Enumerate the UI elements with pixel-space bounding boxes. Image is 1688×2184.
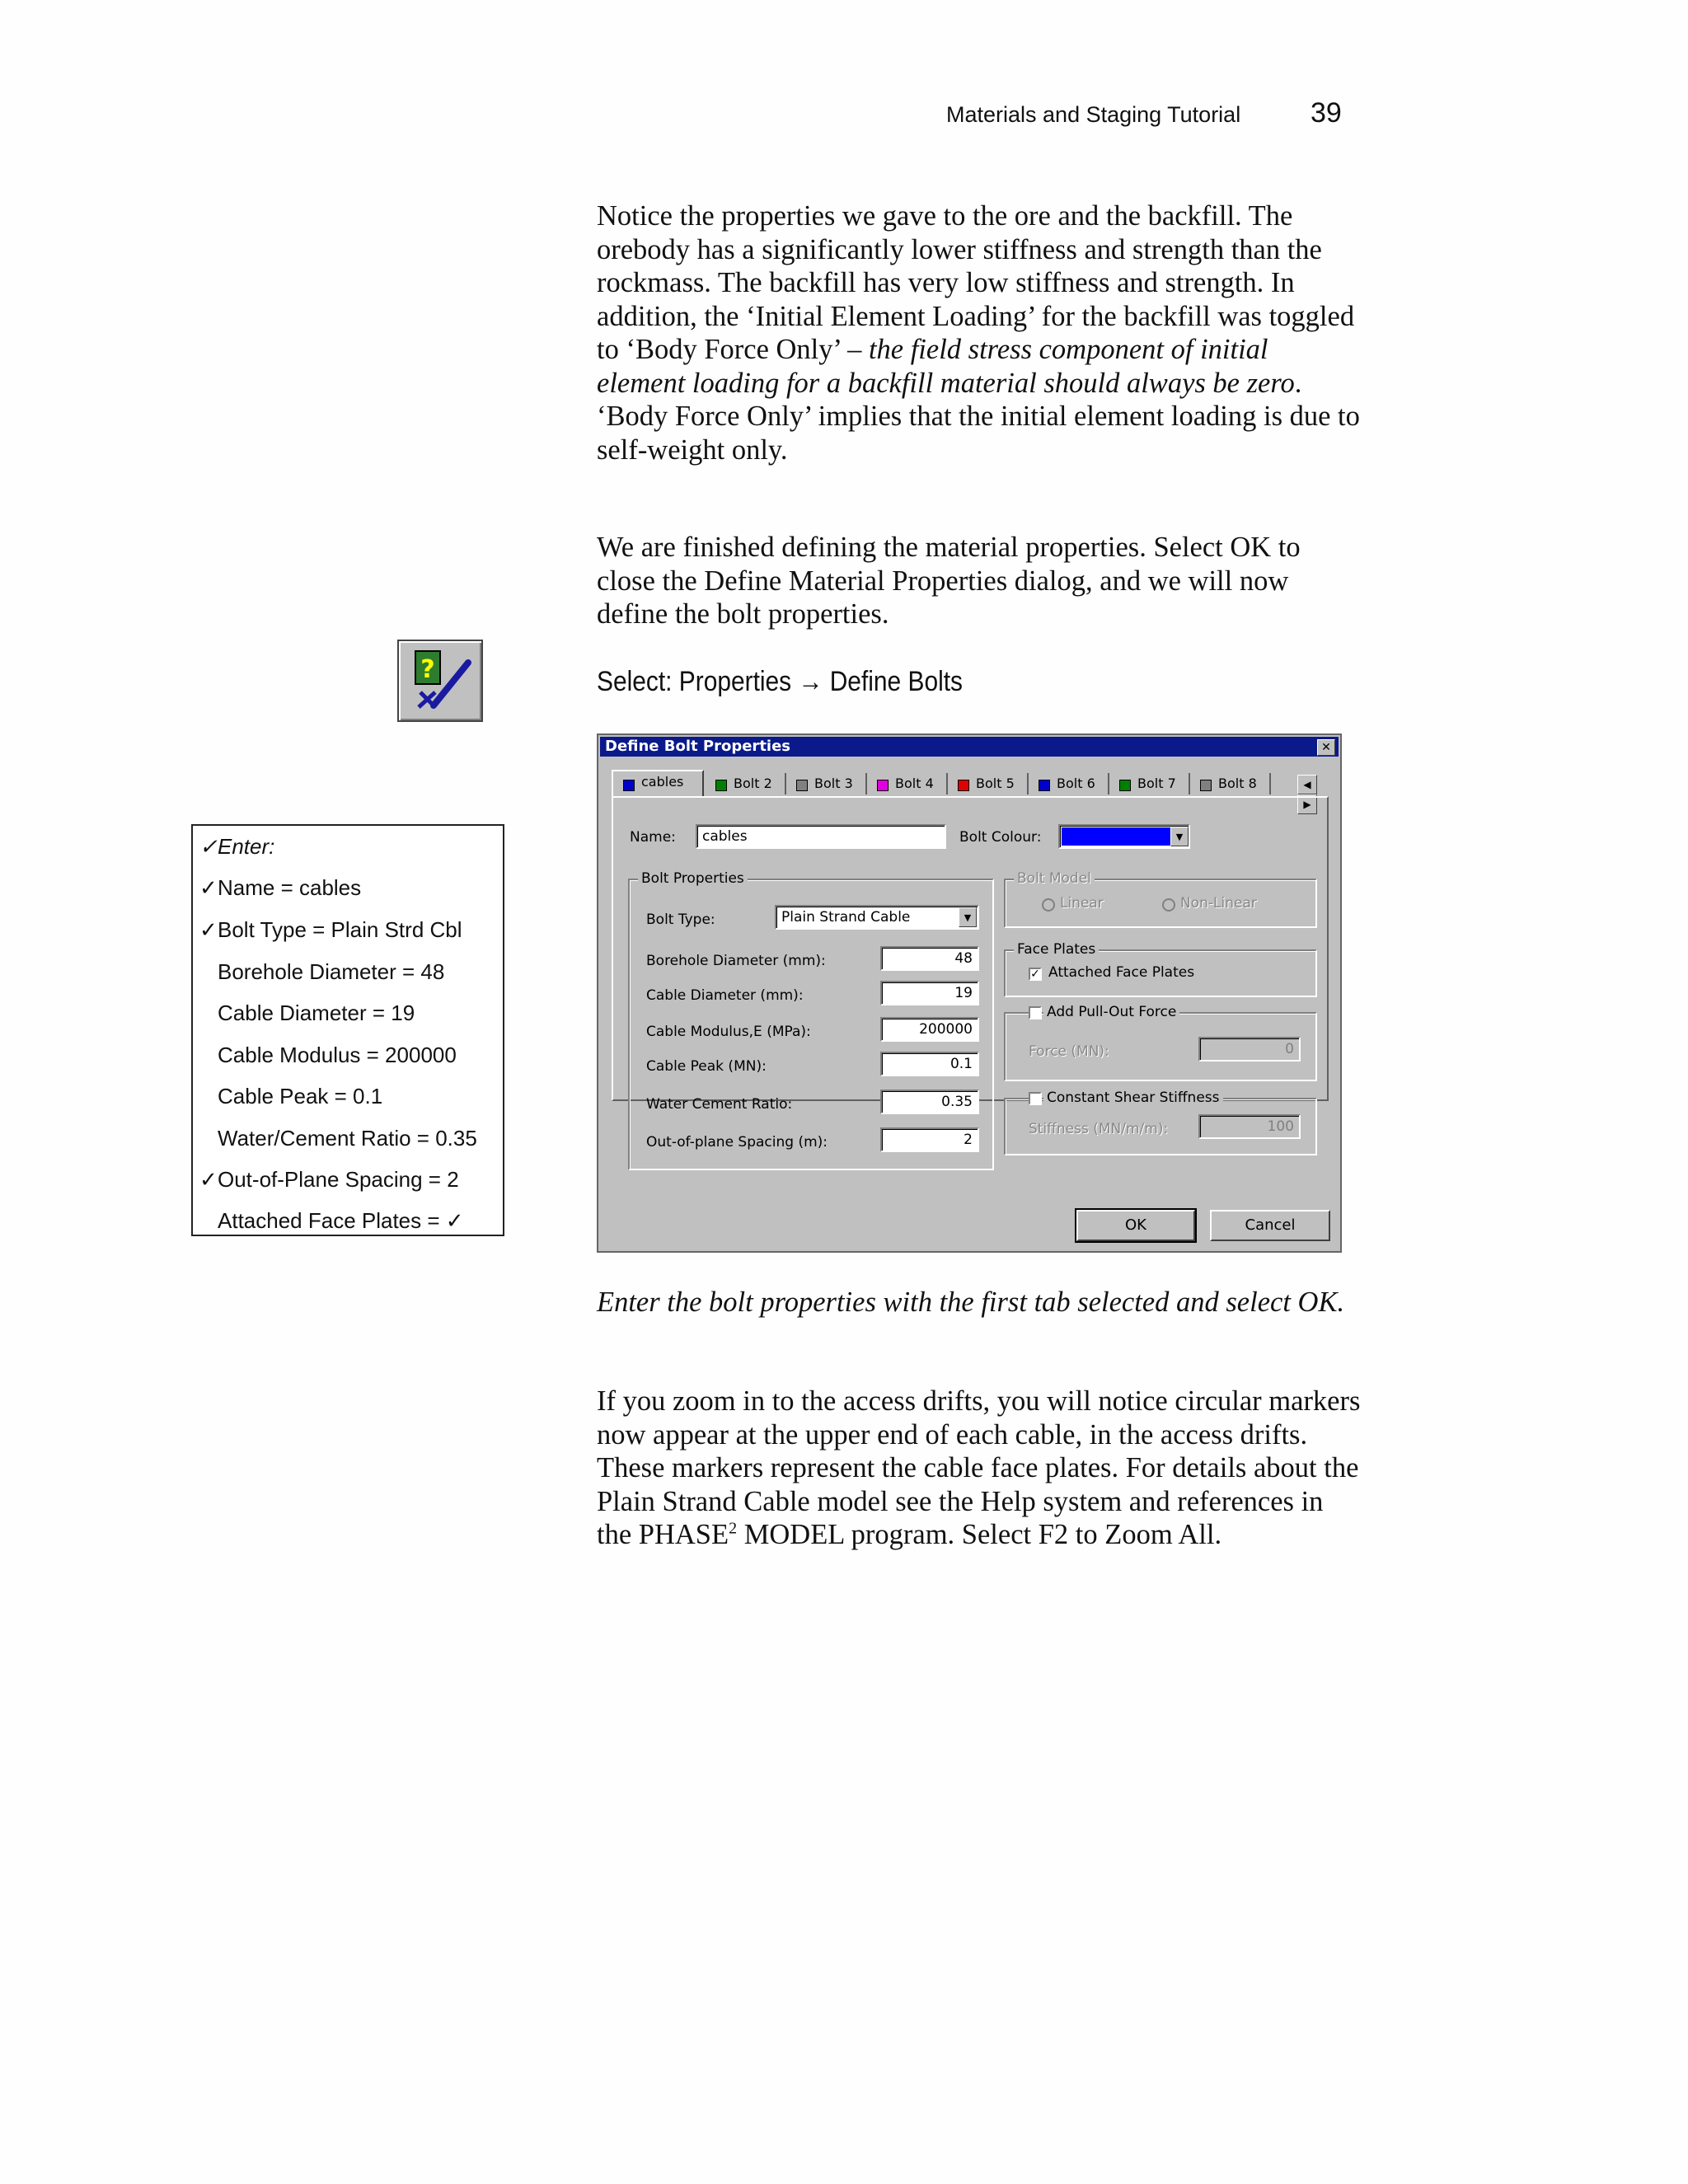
ok-button[interactable]: OK bbox=[1076, 1210, 1195, 1241]
sidebar-row bbox=[199, 1167, 459, 1192]
add-pull-out-force-label: Add Pull-Out Force bbox=[1043, 1004, 1179, 1020]
para4-text-a: If you zoom in to the access drifts, you will notice circular markers now appear at the upper end of each cable, in the access drifts. These markers represent the cable face plates. For details about the Plain Strand Cable model see the Help system and references in the PHASE bbox=[597, 1385, 1361, 1550]
bolt-model-group bbox=[1004, 870, 1317, 928]
tab-color-swatch bbox=[715, 780, 727, 791]
define-bolt-properties-dialog bbox=[597, 733, 1342, 1253]
tab-label: Bolt 4 bbox=[895, 776, 934, 791]
water-cement-ratio-input[interactable]: 0.35 bbox=[880, 1090, 979, 1114]
para4-text-b: MODEL program. Select F2 to Zoom All. bbox=[737, 1519, 1222, 1550]
tab-scroll-left-icon[interactable]: ◀ bbox=[1297, 775, 1317, 794]
sidebar-row bbox=[199, 1126, 477, 1151]
tab-scroll-right-icon[interactable]: ▶ bbox=[1297, 794, 1317, 814]
cancel-button[interactable]: Cancel bbox=[1210, 1210, 1330, 1241]
cable-diameter-input[interactable]: 19 bbox=[880, 981, 979, 1005]
colour-swatch bbox=[1062, 827, 1170, 846]
tab-label: Bolt 6 bbox=[1057, 776, 1095, 791]
tab-label: Bolt 2 bbox=[734, 776, 772, 791]
sidebar-row bbox=[199, 1208, 464, 1233]
tab-bolt-2[interactable] bbox=[706, 773, 786, 794]
bolt-tabs bbox=[612, 770, 1329, 810]
sidebar-check: ✓ bbox=[199, 875, 218, 900]
tab-bolt-6[interactable] bbox=[1029, 773, 1109, 794]
tab-color-swatch bbox=[877, 780, 889, 791]
pull-out-force-group bbox=[1004, 1004, 1317, 1081]
paragraph-enter-bolt-properties: Enter the bolt properties with the first tab selected and select OK. bbox=[597, 1286, 1345, 1318]
sidebar-row bbox=[199, 1084, 382, 1108]
force-label: Force (MN): bbox=[1029, 1043, 1109, 1060]
borehole-diameter-input[interactable]: 48 bbox=[880, 946, 979, 971]
nonlinear-label: Non-Linear bbox=[1180, 895, 1257, 912]
stiffness-input[interactable]: 100 bbox=[1198, 1114, 1301, 1139]
colour-dropdown-icon[interactable]: ▼ bbox=[1170, 827, 1189, 846]
tab-color-swatch bbox=[958, 780, 969, 791]
bolt-type-dropdown-icon[interactable]: ▼ bbox=[959, 907, 977, 927]
shear-stiffness-group bbox=[1004, 1090, 1317, 1155]
name-label: Name: bbox=[630, 829, 676, 846]
tab-bolt-3[interactable] bbox=[786, 773, 867, 794]
tab-color-swatch bbox=[1039, 780, 1050, 791]
sidebar-row bbox=[199, 917, 462, 942]
sidebar-check: ✓ bbox=[199, 834, 218, 859]
nonlinear-radio[interactable] bbox=[1162, 898, 1175, 912]
bolt-type-value: Plain Strand Cable bbox=[781, 909, 911, 926]
sidebar-row-text: Cable Diameter = 19 bbox=[218, 1001, 415, 1025]
paragraph-properties-notice bbox=[597, 199, 1363, 466]
tab-color-swatch bbox=[623, 780, 635, 791]
define-bolts-tool-icon bbox=[397, 640, 483, 722]
tab-cables[interactable] bbox=[612, 770, 704, 796]
tab-label: Bolt 5 bbox=[976, 776, 1015, 791]
tab-bolt-8[interactable] bbox=[1190, 773, 1271, 794]
attached-face-plates-label: Attached Face Plates bbox=[1048, 964, 1195, 981]
sidebar-row-text: Enter: bbox=[218, 834, 275, 859]
bolt-colour-picker[interactable] bbox=[1058, 824, 1190, 849]
sidebar-row bbox=[199, 1001, 415, 1025]
tab-bolt-4[interactable] bbox=[867, 773, 948, 794]
running-header: Materials and Staging Tutorial bbox=[946, 102, 1241, 127]
face-plates-title: Face Plates bbox=[1014, 941, 1099, 958]
enter-values-sidebar bbox=[191, 824, 504, 1236]
select-instruction: Select: Properties → Define Bolts bbox=[597, 666, 964, 697]
tab-bolt-5[interactable] bbox=[948, 773, 1029, 794]
field-label: Borehole Diameter (mm): bbox=[646, 953, 826, 969]
cable-peak-input[interactable]: 0.1 bbox=[880, 1052, 979, 1076]
sidebar-row-text: Bolt Type = Plain Strd Cbl bbox=[218, 917, 462, 942]
sidebar-row bbox=[199, 959, 444, 984]
sidebar-row-text: Attached Face Plates = ✓ bbox=[218, 1208, 464, 1233]
page-number: 39 bbox=[1311, 97, 1342, 129]
sidebar-row bbox=[199, 1043, 457, 1067]
para1-text-c: . ‘Body Force Only’ implies that the initial element loading is due to self-weight only. bbox=[597, 367, 1360, 466]
bolt-properties-group bbox=[628, 870, 994, 1170]
face-plates-group bbox=[1004, 941, 1317, 997]
sidebar-check: ✓ bbox=[199, 917, 218, 942]
dialog-title: Define Bolt Properties bbox=[605, 738, 791, 755]
sidebar-row-text: Borehole Diameter = 48 bbox=[218, 959, 445, 984]
tab-color-swatch bbox=[796, 780, 808, 791]
constant-shear-stiffness-label: Constant Shear Stiffness bbox=[1043, 1090, 1223, 1106]
bolt-properties-title: Bolt Properties bbox=[638, 870, 748, 887]
linear-label: Linear bbox=[1060, 895, 1104, 912]
name-input[interactable]: cables bbox=[696, 824, 946, 849]
svg-text:?: ? bbox=[420, 655, 435, 684]
bolt-model-title: Bolt Model bbox=[1014, 870, 1095, 887]
bolt-type-label: Bolt Type: bbox=[646, 912, 715, 928]
sidebar-row-text: Cable Peak = 0.1 bbox=[218, 1084, 383, 1108]
sidebar-row-text: Name = cables bbox=[218, 875, 362, 900]
dialog-titlebar bbox=[600, 737, 1339, 757]
tab-label: Bolt 3 bbox=[814, 776, 853, 791]
constant-shear-stiffness-checkbox[interactable] bbox=[1029, 1092, 1042, 1105]
close-button[interactable]: ✕ bbox=[1317, 739, 1335, 756]
tab-panel bbox=[612, 796, 1329, 1151]
out-of-plane-spacing-input[interactable]: 2 bbox=[880, 1127, 979, 1152]
sidebar-row bbox=[199, 875, 361, 900]
sidebar-row-text: Cable Modulus = 200000 bbox=[218, 1043, 457, 1067]
field-label: Cable Modulus,E (MPa): bbox=[646, 1024, 811, 1040]
sidebar-row bbox=[199, 834, 274, 859]
field-label: Out-of-plane Spacing (m): bbox=[646, 1134, 828, 1151]
tab-label: cables bbox=[641, 774, 684, 790]
tab-bolt-7[interactable] bbox=[1109, 773, 1190, 794]
tab-color-swatch bbox=[1119, 780, 1131, 791]
tab-label: Bolt 8 bbox=[1218, 776, 1257, 791]
bolt-colour-label: Bolt Colour: bbox=[959, 829, 1042, 846]
bolt-type-select[interactable] bbox=[775, 905, 979, 930]
field-label: Cable Peak (MN): bbox=[646, 1058, 767, 1075]
stiffness-label: Stiffness (MN/m/m): bbox=[1029, 1121, 1169, 1137]
cable-modulus-input[interactable]: 200000 bbox=[880, 1017, 979, 1042]
para1-italic: – the field stress component of initial element loading for a backfill material should always be zero bbox=[597, 334, 1295, 399]
sidebar-row-text: Out-of-Plane Spacing = 2 bbox=[218, 1167, 459, 1192]
sidebar-check: ✓ bbox=[199, 1167, 218, 1192]
attached-face-plates-checkbox[interactable]: ✓ bbox=[1029, 968, 1042, 981]
field-label: Water Cement Ratio: bbox=[646, 1096, 793, 1113]
field-label: Cable Diameter (mm): bbox=[646, 987, 804, 1004]
paragraph-zoom-access-drifts bbox=[597, 1385, 1363, 1552]
paragraph-finished-materials: We are finished defining the material properties. Select OK to close the Define Material Properties dialog, and we will now define the bolt properties. bbox=[597, 532, 1301, 630]
force-input[interactable]: 0 bbox=[1198, 1037, 1301, 1062]
para1-text-a: Notice the properties we gave to the ore and the backfill. The orebody has a significantly lower stiffness and strength than the rockmass. The backfill has very low stiffness and strength. In addition, the ‘Initial Element Loading’ for the backfill was toggled to ‘Body Force Only’ bbox=[597, 200, 1355, 365]
tab-color-swatch bbox=[1200, 780, 1212, 791]
tab-label: Bolt 7 bbox=[1137, 776, 1176, 791]
add-pull-out-force-checkbox[interactable] bbox=[1029, 1006, 1042, 1019]
linear-radio[interactable] bbox=[1042, 898, 1055, 912]
sidebar-row-text: Water/Cement Ratio = 0.35 bbox=[218, 1126, 477, 1151]
superscript-2: 2 bbox=[729, 1519, 738, 1538]
